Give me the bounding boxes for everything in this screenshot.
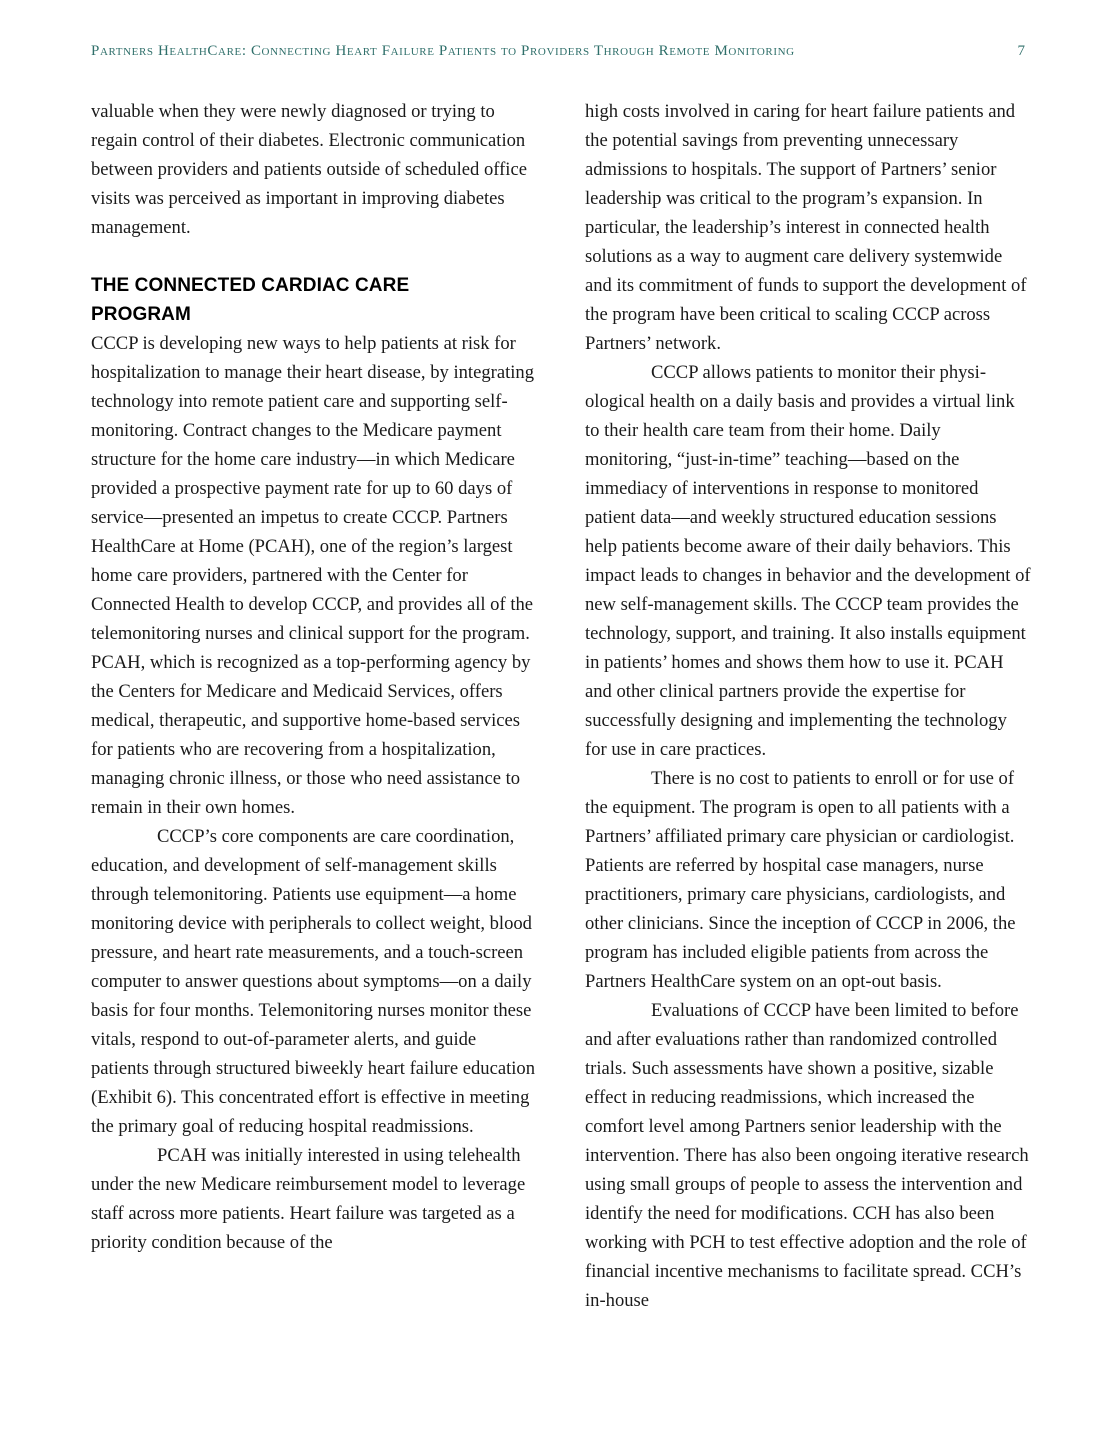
- body-paragraph: CCCP’s core components are care coordination, education, and development of self-management skills through telemonitoring. Patients use equipment—a home monitoring device with peripherals to collect weight, blood pressure, and heart rate measurements, and a touch-screen computer to answer questions about symptoms—on a daily basis for four months. Telemonitoring nurses monitor these vitals, respond to out-of-parameter alerts, and guide patients through structured biweekly heart failure education (Exhibit 6). This concentrated effort is effective in meeting the primary goal of reducing hospital readmissions.: [91, 826, 536, 1137]
- body-paragraph: CCCP is developing new ways to help patients at risk for hospitalization to manage their heart disease, by integrating technology into remote patient care and supporting self-monitoring. Contract changes to the Medicare payment structure for the home care industry—in which Medicare provided a prospective payment rate for up to 60 days of service—presented an impetus to create CCCP. Partners HealthCare at Home (PCAH), one of the region’s largest home care providers, partnered with the Center for Connected Health to develop CCCP, and provides all of the telemonitoring nurses and clinical support for the program. PCAH, which is recognized as a top-performing agency by the Centers for Medicare and Medicaid Services, offers medical, therapeutic, and supportive home-based services for patients who are recovering from a hospitalization, managing chronic illness, or those who need assistance to remain in their own homes.: [91, 333, 535, 818]
- body-paragraph: PCAH was initially interested in using telehealth under the new Medicare reimbursement model to leverage staff across more patients. Heart failure was targeted as a priority condition because of the: [91, 1145, 526, 1253]
- running-head: Partners HealthCare: Connecting Heart Failure Patients to Providers Through Remote Monitoring: [91, 43, 795, 59]
- page-number: 7: [1017, 43, 1025, 59]
- intro-paragraph: valuable when they were newly diagnosed or trying to regain control of their diabetes. Electronic communication between providers and patients outside of scheduled office visits was perceived as important in improving diabetes management.: [91, 101, 527, 238]
- section-heading-line-2: PROGRAM: [91, 304, 191, 325]
- body-paragraph: high costs involved in caring for heart failure patients and the potential savings from preventing unnecessary admissions to hospitals. The support of Partners’ senior leadership was critical to the program’s expansion. In particular, the leadership’s interest in connected health solutions as a way to augment care delivery systemwide and its commitment of funds to support the development of the program have been critical to scaling CCCP across Partners’ network.: [585, 101, 1027, 354]
- body-paragraph: There is no cost to patients to enroll or for use of the equipment. The program is open to all patients with a Partners’ affiliated primary care physician or cardiologist. Patients are referred by hospital case managers, nurse practitioners, primary care physicians, cardiologists, and other clinicians. Since the inception of CCCP in 2006, the program has included eligible patients from across the Partners HealthCare system on an opt-out basis.: [585, 768, 1016, 992]
- body-paragraph: CCCP allows patients to monitor their physiological health on a daily basis and provides a virtual link to their health care team from their home. Daily monitoring, “just-in-time” teaching—based on the immediacy of interventions in response to monitored patient data—and weekly structured education sessions help patients become aware of their daily behaviors. This impact leads to changes in behavior and the development of new self-management skills. The CCCP team provides the technology, support, and training. It also installs equipment in patients’ homes and shows them how to use it. PCAH and other clinical partners provide the expertise for successfully designing and implementing the technology for use in care practices.: [585, 362, 1031, 760]
- section-heading: [91, 271, 537, 329]
- section-heading-line-1: THE CONNECTED CARDIAC CARE: [91, 275, 410, 296]
- left-column: [91, 97, 537, 1257]
- body-paragraph: Evaluations of CCCP have been limited to before and after evaluations rather than randomized controlled trials. Such assessments have shown a positive, sizable effect in reducing readmissions, which increased the comfort level among Partners senior leadership with the intervention. There has also been ongoing iterative research using small groups of people to assess the intervention and identify the need for modifications. CCH has also been working with PCH to test effective adoption and the role of financial incentive mechanisms to facilitate spread. CCH’s in-house: [585, 1000, 1029, 1311]
- right-column: [585, 97, 1031, 1315]
